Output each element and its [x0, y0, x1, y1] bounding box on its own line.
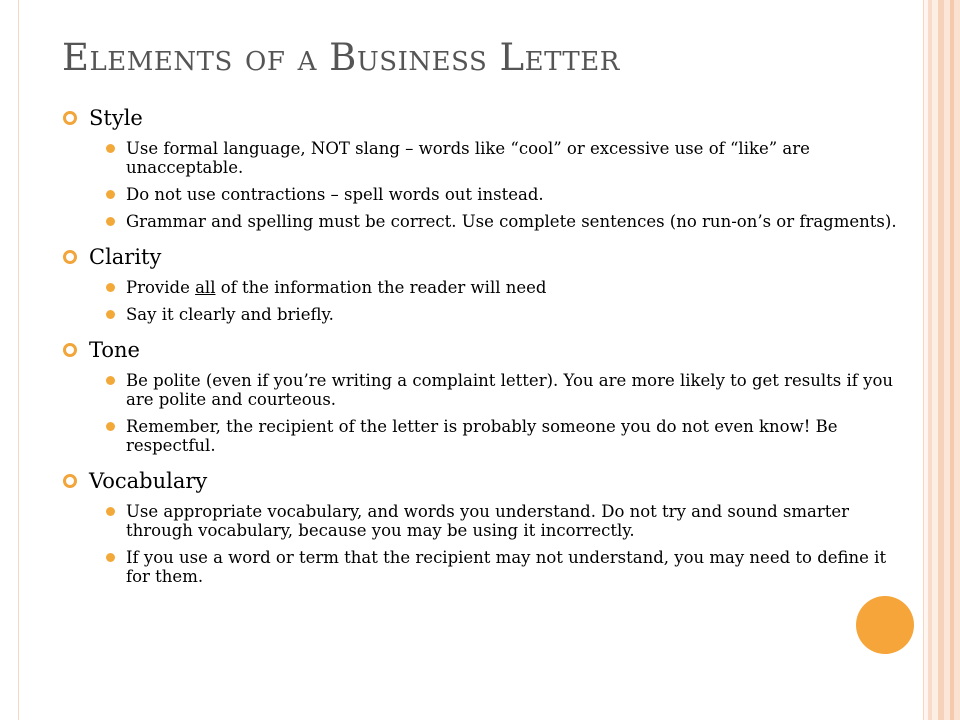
slide-content	[58, 100, 898, 594]
list-item	[58, 371, 898, 409]
slide-title: Elements of a Business Letter	[62, 36, 620, 79]
section-title-tone: Tone	[89, 338, 140, 362]
decorative-orange-circle	[856, 596, 914, 654]
section-style	[58, 100, 898, 231]
item-text: If you use a word or term that the recipient may not understand, you may need to define it for them.	[126, 548, 887, 586]
item-text: Use formal language, NOT slang – words like “cool” or excessive use of “like” are unacceptable.	[126, 139, 810, 177]
section-clarity	[58, 239, 898, 324]
item-text-before: Provide	[126, 278, 196, 297]
item-text: Say it clearly and briefly.	[126, 305, 334, 324]
section-title-style: Style	[89, 106, 143, 130]
section-heading	[58, 239, 898, 275]
section-heading	[58, 100, 898, 136]
dot-bullet-icon	[106, 283, 115, 292]
dot-bullet-icon	[106, 217, 115, 226]
list-item	[58, 305, 898, 324]
ring-bullet-icon	[63, 343, 77, 357]
list-item	[58, 185, 898, 204]
dot-bullet-icon	[106, 190, 115, 199]
list-item	[58, 417, 898, 455]
list-item	[58, 139, 898, 177]
ring-bullet-icon	[63, 250, 77, 264]
ring-bullet-icon	[63, 474, 77, 488]
section-heading	[58, 332, 898, 368]
section-tone	[58, 332, 898, 455]
section-title-vocabulary: Vocabulary	[89, 469, 208, 493]
list-item	[58, 278, 898, 297]
dot-bullet-icon	[106, 310, 115, 319]
dot-bullet-icon	[106, 422, 115, 431]
bullet-list	[58, 278, 898, 324]
ring-bullet-icon	[63, 111, 77, 125]
item-text-after: of the information the reader will need	[215, 278, 547, 297]
section-heading	[58, 463, 898, 499]
dot-bullet-icon	[106, 144, 115, 153]
bullet-list	[58, 371, 898, 455]
item-text: Be polite (even if you’re writing a complaint letter). You are more likely to get results if you are polite and courteous.	[126, 371, 894, 409]
list-item	[58, 502, 898, 540]
dot-bullet-icon	[106, 553, 115, 562]
dot-bullet-icon	[106, 507, 115, 516]
section-title-clarity: Clarity	[89, 245, 162, 269]
item-text: Do not use contractions – spell words out instead.	[126, 185, 544, 204]
dot-bullet-icon	[106, 376, 115, 385]
bullet-list	[58, 139, 898, 231]
item-text: Remember, the recipient of the letter is probably someone you do not even know! Be respectful.	[126, 417, 838, 455]
item-text: Grammar and spelling must be correct. Use complete sentences (no run-on’s or fragments).	[126, 212, 897, 231]
underlined-word: all	[195, 278, 216, 297]
list-item	[58, 548, 898, 586]
section-vocabulary	[58, 463, 898, 586]
list-item	[58, 212, 898, 231]
decorative-side-stripes	[924, 0, 960, 720]
item-text: Use appropriate vocabulary, and words you understand. Do not try and sound smarter through vocabulary, because you may be using it incorrectly.	[126, 502, 849, 540]
bullet-list	[58, 502, 898, 586]
